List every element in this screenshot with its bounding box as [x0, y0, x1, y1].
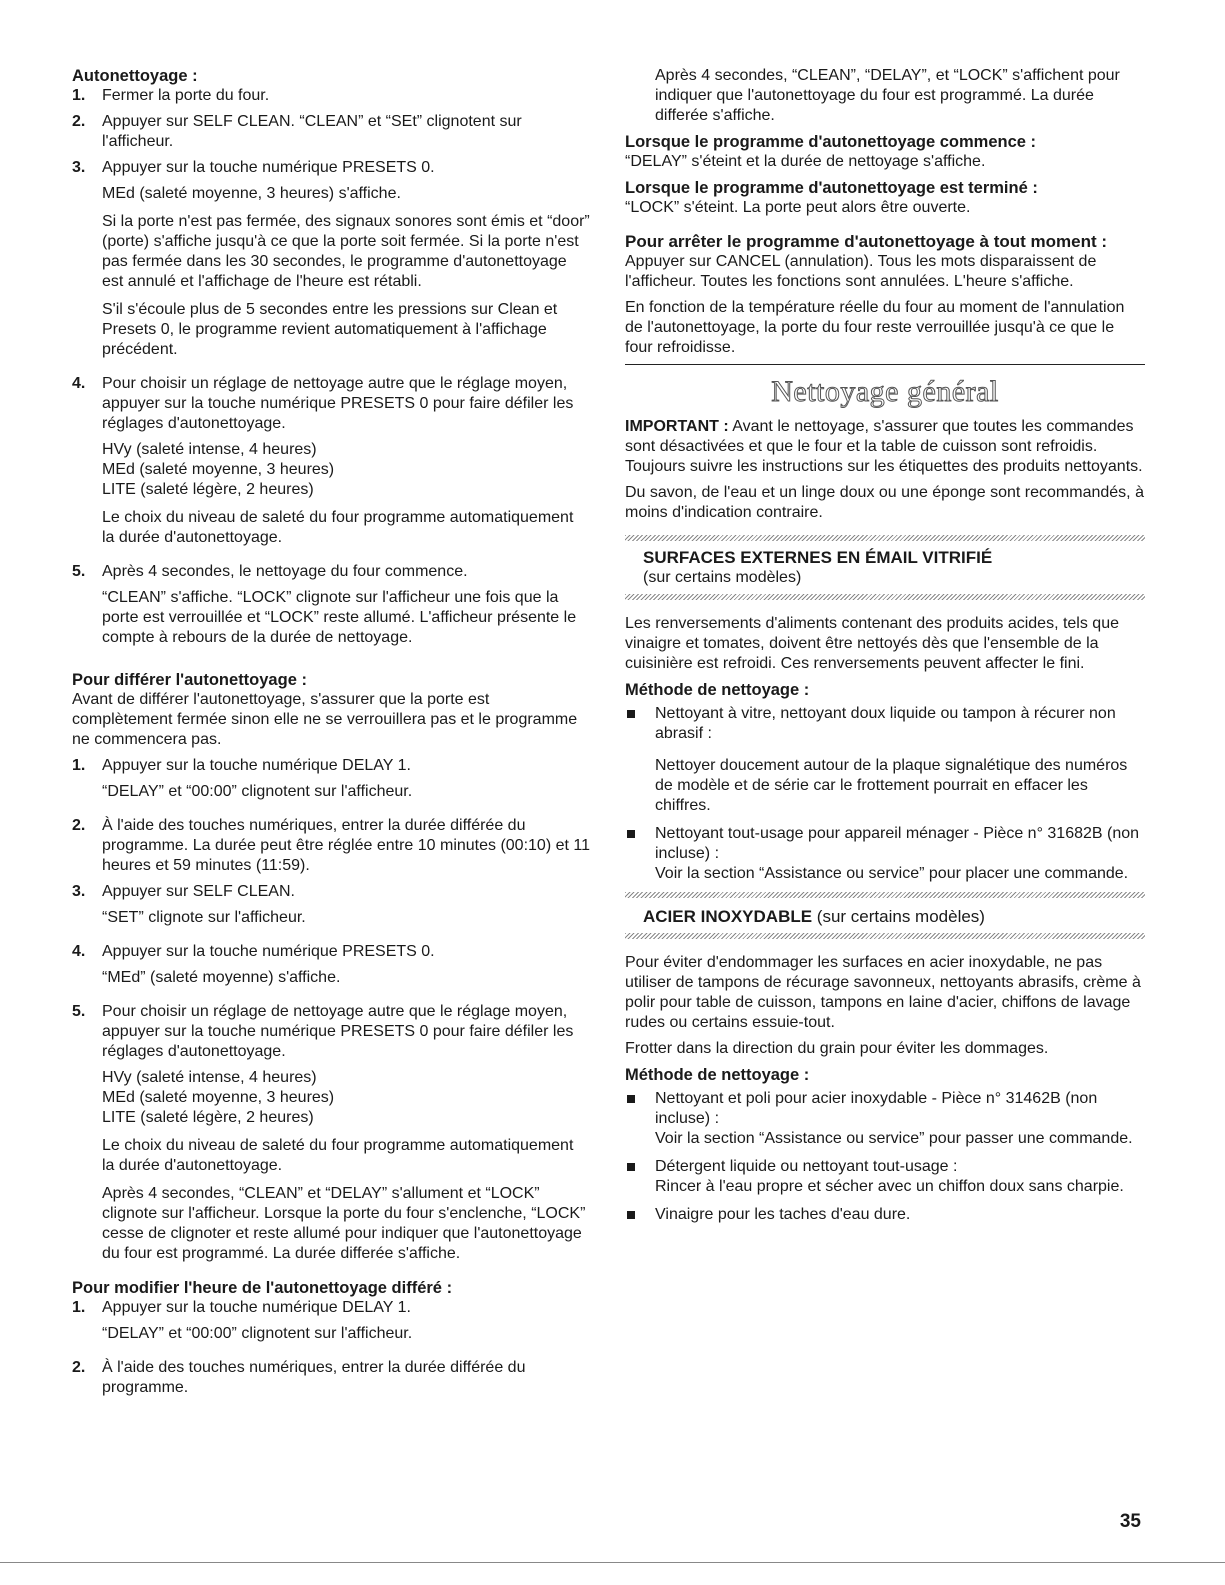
text-commence: “DELAY” s'éteint et la durée de nettoyage s'affiche.: [625, 153, 986, 170]
bullet-icon: [625, 1205, 655, 1225]
step-item: [72, 1298, 590, 1352]
important-label: IMPORTANT :: [625, 418, 729, 435]
right-column: [625, 66, 1145, 1233]
page-number: 35: [1119, 1511, 1141, 1532]
step-number: 1.: [72, 757, 86, 774]
savon-paragraph: Du savon, de l'eau et un linge doux ou une éponge sont recommandés, à moins d'indication contraire.: [625, 484, 1144, 521]
differer-steps: [72, 756, 590, 1272]
step-number: 3.: [72, 159, 86, 176]
bullet-icon: [625, 824, 655, 884]
step-item: [72, 1358, 590, 1398]
step-subtext: Le choix du niveau de saleté du four programme automatiquement la durée d'autonettoyage.: [102, 509, 574, 546]
bullet-icon: [625, 1157, 655, 1197]
email-subsection-header: [625, 541, 1145, 594]
step-subtext: Si la porte n'est pas fermée, des signaux sonores sont émis et “door” (porte) s'affiche jusqu'à ce que la porte soit fermée. Si la porte n'est pas fermée dans les 30 secondes, le programme d'autonettoyage est annulé et l'affichage de l'heure est rétabli.: [102, 213, 590, 290]
step-item: [72, 374, 590, 556]
step-text: À l'aide des touches numériques, entrer la durée différée du programme.: [102, 1359, 526, 1396]
acier-models: (sur certains modèles): [812, 907, 985, 926]
list-item: [625, 1205, 1145, 1225]
list-item: [625, 704, 1145, 816]
heading-commence: Lorsque le programme d'autonettoyage commence :: [625, 133, 1037, 151]
bottom-rule: [0, 1562, 1225, 1563]
step-subtext: S'il s'écoule plus de 5 secondes entre les pressions sur Clean et Presets 0, le programme revient automatiquement à l'affichage précédent.: [102, 301, 558, 358]
step-text: À l'aide des touches numériques, entrer la durée différée du programme. La durée peut être réglée entre 10 minutes (00:10) et 11 heures et 59 minutes (11:59).: [102, 817, 590, 874]
heading-termine: Lorsque le programme d'autonettoyage est terminé :: [625, 179, 1038, 197]
list-item: [625, 1157, 1145, 1197]
step-subtext: Après 4 secondes, “CLEAN” et “DELAY” s'allument et “LOCK” clignote sur l'afficheur. Lorsque la porte du four s'enclenche, “LOCK” cesse de clignoter et reste allumé pour indiquer que l'autonettoyage du four est programmé. La durée differée s'affiche.: [102, 1185, 586, 1262]
step-text: Appuyer sur la touche numérique DELAY 1.: [102, 757, 411, 774]
step-text: Appuyer sur la touche numérique DELAY 1.: [102, 1299, 411, 1316]
step-item: [72, 86, 590, 106]
bullet-text: Détergent liquide ou nettoyant tout-usage : Rincer à l'eau propre et sécher avec un chiffon doux sans charpie.: [655, 1158, 1124, 1195]
step-item: [72, 882, 590, 936]
email-bullets: [625, 704, 1145, 884]
step-subtext: HVy (saleté intense, 4 heures) MEd (saleté moyenne, 3 heures) LITE (saleté légère, 2 heures): [102, 1069, 335, 1126]
acier-paragraph-1: Pour éviter d'endommager les surfaces en acier inoxydable, ne pas utiliser de tampons de récurage savonneux, nettoyants abrasifs, crème à polir pour table de cuisson, tampons en laine d'acier, chiffons de lavage rudes ou certains essuie-tout.: [625, 954, 1141, 1031]
important-paragraph: [625, 417, 1145, 477]
heading-autonettoyage: Autonettoyage :: [72, 67, 198, 85]
bullet-text: Vinaigre pour les taches d'eau dure.: [655, 1206, 911, 1223]
bullet-icon: [625, 704, 655, 816]
bullet-subtext: Nettoyer doucement autour de la plaque signalétique des numéros de modèle et de série car le frottement pourrait en effacer les chiffres.: [655, 757, 1128, 814]
step-number: 4.: [72, 943, 86, 960]
section-title: Nettoyage général: [771, 375, 999, 408]
step-text: Après 4 secondes, le nettoyage du four commence.: [102, 563, 468, 580]
list-item: [625, 1089, 1145, 1149]
step-item: [72, 756, 590, 810]
step-number: 5.: [72, 1003, 86, 1020]
modifier-steps: [72, 1298, 590, 1398]
step-item: [72, 942, 590, 996]
heading-methode-acier: Méthode de nettoyage :: [625, 1066, 810, 1084]
step-number: 2.: [72, 1359, 86, 1376]
differer-intro: Avant de différer l'autonettoyage, s'assurer que la porte est complètement fermée sinon elle ne se verrouillera pas et le programme ne commencera pas.: [72, 691, 578, 748]
step-number: 2.: [72, 817, 86, 834]
step-number: 1.: [72, 1299, 86, 1316]
email-models: (sur certains modèles): [643, 569, 802, 586]
heading-modifier: Pour modifier l'heure de l'autonettoyage différé :: [72, 1279, 453, 1297]
step-item: [72, 158, 590, 368]
list-item: [625, 824, 1145, 884]
bullet-icon: [625, 1089, 655, 1149]
hatch-rule: [625, 594, 1145, 600]
important-text: Avant le nettoyage, s'assurer que toutes les commandes sont désactivées et que le four et la table de cuisson sont refroidis. Toujours suivre les instructions sur les étiquettes des produits nettoyants.: [625, 418, 1143, 475]
step-number: 3.: [72, 883, 86, 900]
text-arreter-2: En fonction de la température réelle du four au moment de l'annulation de l'autonettoyage, la porte du four reste verrouillée jusqu'à ce que le four refroidisse.: [625, 299, 1125, 356]
step-subtext: “DELAY” et “00:00” clignotent sur l'afficheur.: [102, 1325, 413, 1342]
email-title: SURFACES EXTERNES EN ÉMAIL VITRIFIÉ: [643, 548, 993, 567]
text-arreter-1: Appuyer sur CANCEL (annulation). Tous les mots disparaissent de l'afficheur. Toutes les fonctions sont annulées. L'heure s'affiche.: [625, 253, 1097, 290]
bullet-text: Nettoyant à vitre, nettoyant doux liquide ou tampon à récurer non abrasif :: [655, 705, 1116, 742]
step-number: 4.: [72, 375, 86, 392]
autonettoyage-steps: [72, 86, 590, 656]
heading-differer: Pour différer l'autonettoyage :: [72, 671, 307, 689]
step-subtext: “SET” clignote sur l'afficheur.: [102, 909, 306, 926]
step-subtext: “CLEAN” s'affiche. “LOCK” clignote sur l'afficheur une fois que la porte est verrouillée et “LOCK” reste allumé. L'afficheur présente le compte à rebours de la durée de nettoyage.: [102, 589, 577, 646]
step-text: Appuyer sur SELF CLEAN.: [102, 883, 295, 900]
acier-bullets: [625, 1089, 1145, 1225]
step-subtext: HVy (saleté intense, 4 heures) MEd (saleté moyenne, 3 heures) LITE (saleté légère, 2 heures): [102, 441, 335, 498]
step-subtext: “MEd” (saleté moyenne) s'affiche.: [102, 969, 341, 986]
step-text: Appuyer sur la touche numérique PRESETS 0.: [102, 159, 435, 176]
step-subtext: “DELAY” et “00:00” clignotent sur l'afficheur.: [102, 783, 413, 800]
step-item: [72, 562, 590, 656]
step-item: [72, 1002, 590, 1272]
step-subtext: Le choix du niveau de saleté du four programme automatiquement la durée d'autonettoyage.: [102, 1137, 574, 1174]
acier-paragraph-2: Frotter dans la direction du grain pour éviter les dommages.: [625, 1040, 1049, 1057]
email-paragraph: Les renversements d'aliments contenant des produits acides, tels que vinaigre et tomates, doivent être nettoyés dès que l'ensemble de la cuisinière est refroidi. Ces renversements peuvent affecter le fini.: [625, 615, 1119, 672]
step-text: Appuyer sur SELF CLEAN. “CLEAN” et “SEt” clignotent sur l'afficheur.: [102, 113, 522, 150]
heading-arreter: Pour arrêter le programme d'autonettoyage à tout moment :: [625, 232, 1108, 251]
bullet-text: Nettoyant tout-usage pour appareil ménager - Pièce n° 31682B (non incluse) : Voir la section “Assistance ou service” pour placer une commande.: [655, 825, 1140, 882]
step-number: 5.: [72, 563, 86, 580]
section-divider: [625, 364, 1145, 365]
continued-paragraph: Après 4 secondes, “CLEAN”, “DELAY”, et “LOCK” s'affichent pour indiquer que l'autonettoyage du four est programmé. La durée differée s'affiche.: [655, 67, 1120, 124]
bullet-text: Nettoyant et poli pour acier inoxydable - Pièce n° 31462B (non incluse) : Voir la section “Assistance ou service” pour passer une commande.: [655, 1090, 1133, 1147]
heading-methode: Méthode de nettoyage :: [625, 681, 810, 699]
step-text: Appuyer sur la touche numérique PRESETS 0.: [102, 943, 435, 960]
step-number: 1.: [72, 87, 86, 104]
acier-subsection-header: [625, 898, 1145, 933]
left-column: [72, 66, 590, 1404]
text-termine: “LOCK” s'éteint. La porte peut alors être ouverte.: [625, 199, 971, 216]
step-item: [72, 112, 590, 152]
step-subtext: MEd (saleté moyenne, 3 heures) s'affiche.: [102, 185, 401, 202]
step-item: [72, 816, 590, 876]
step-number: 2.: [72, 113, 86, 130]
hatch-rule: [625, 933, 1145, 939]
step-text: Pour choisir un réglage de nettoyage autre que le réglage moyen, appuyer sur la touche numérique PRESETS 0 pour faire défiler les réglages d'autonettoyage.: [102, 1003, 574, 1060]
step-text: Fermer la porte du four.: [102, 87, 270, 104]
step-text: Pour choisir un réglage de nettoyage autre que le réglage moyen, appuyer sur la touche numérique PRESETS 0 pour faire défiler les réglages d'autonettoyage.: [102, 375, 574, 432]
acier-title: ACIER INOXYDABLE: [643, 907, 813, 926]
